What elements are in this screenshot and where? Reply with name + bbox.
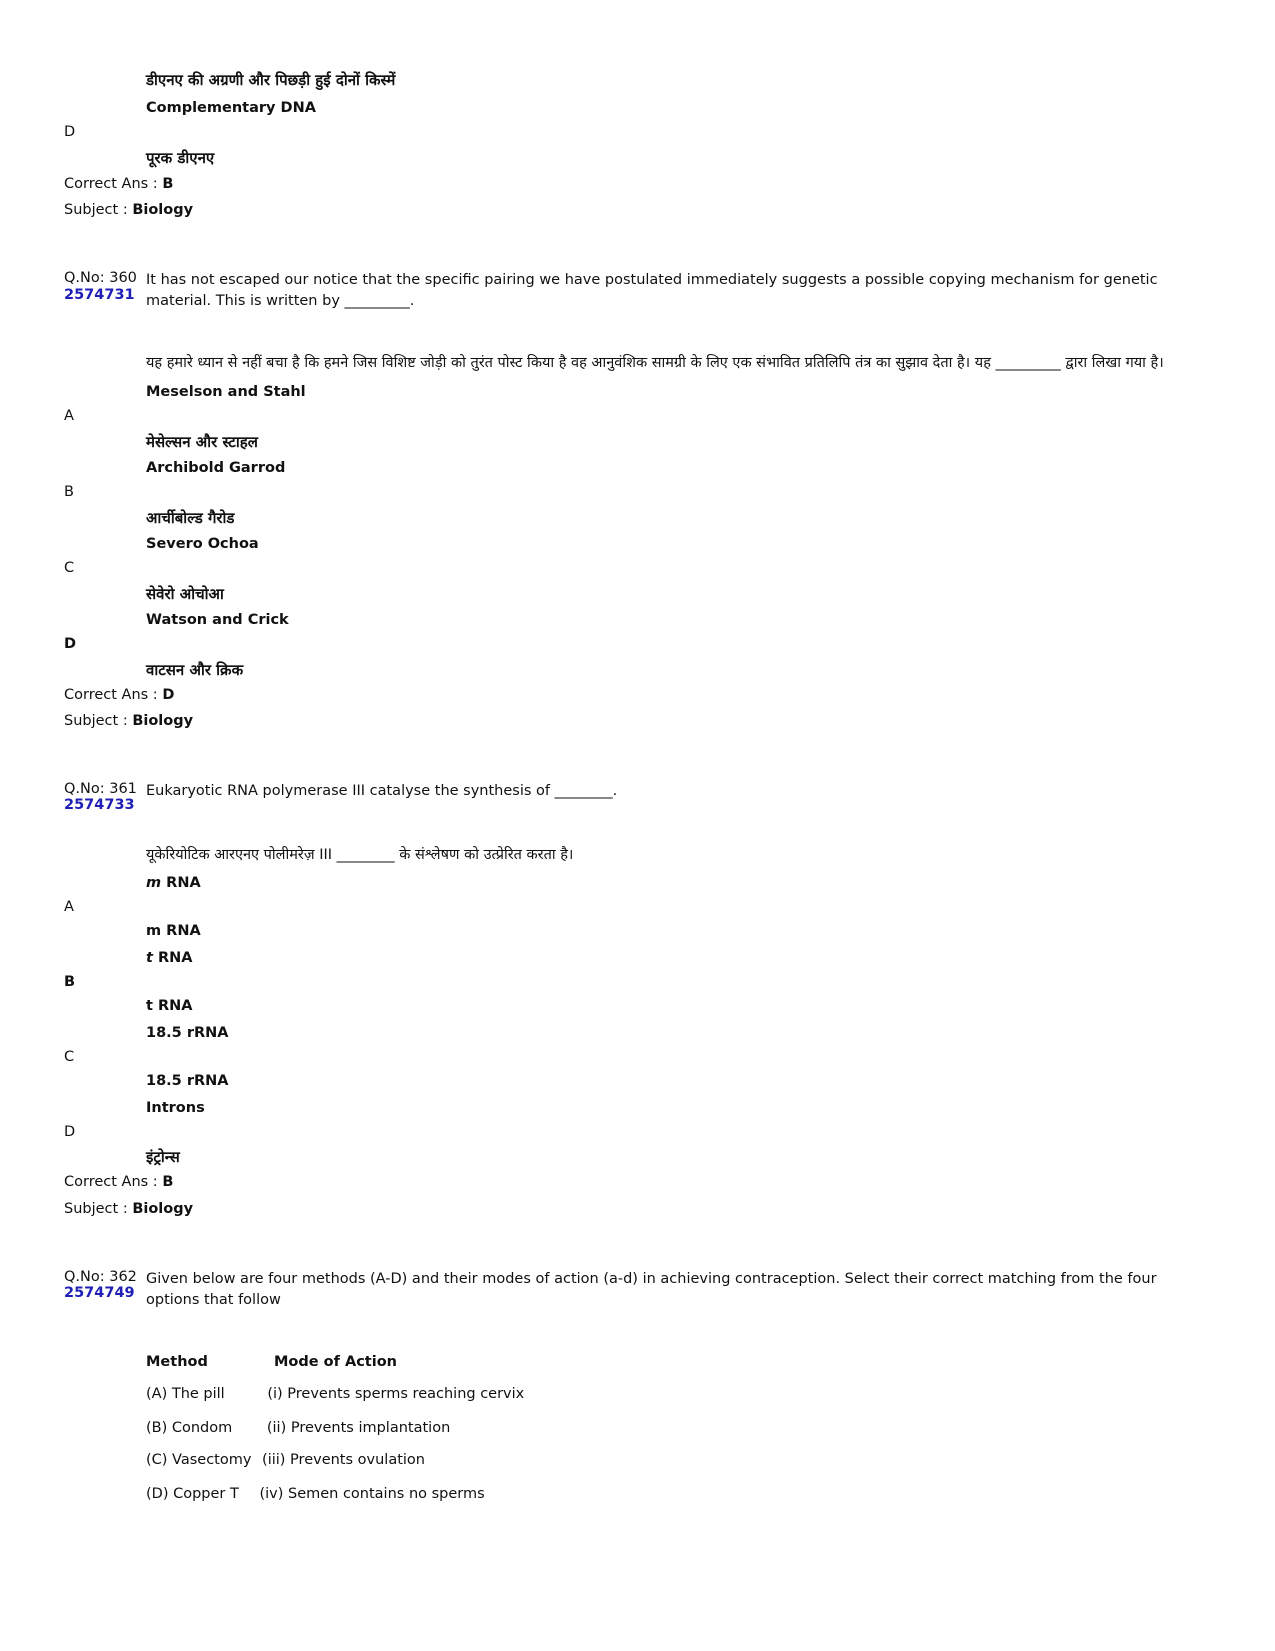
option-c-hindi: 18.5 rRNA (146, 1073, 229, 1089)
subject (64, 202, 193, 218)
option-a-hindi: m RNA (146, 923, 201, 939)
option-d-label: D (64, 124, 76, 140)
option-b-label: B (64, 484, 74, 500)
option-a-rest: RNA (161, 875, 201, 891)
option-a-label: A (64, 408, 74, 424)
correct-answer-label: Correct Ans : (64, 176, 158, 192)
table-cell-mode: (ii) Prevents implantation (266, 1420, 451, 1436)
subject-value: Biology (132, 202, 194, 218)
option-d-hindi: इंट्रोन्स (146, 1148, 180, 1166)
question-id: 2574749 (64, 1285, 135, 1301)
subject (64, 713, 193, 729)
option-c-english: Severo Ochoa (146, 536, 259, 552)
correct-answer (64, 1174, 173, 1190)
option-b-rest: RNA (152, 950, 193, 966)
question-text-english: Given below are four methods (A-D) and their modes of action (a-d) in achieving contraception. Select their correct matching from the four options that follow (146, 1271, 1157, 1308)
table-cell-mode: (iv) Semen contains no sperms (259, 1486, 485, 1502)
table-header-method: Method (146, 1354, 208, 1370)
question-text-hindi: यूकेरियोटिक आरएनए पोलीमरेज़ III ________ के संश्लेषण को उत्प्रेरित करता है। (146, 847, 574, 863)
option-d-english (146, 1100, 205, 1116)
correct-answer (64, 687, 174, 703)
option-a-english: Meselson and Stahl (146, 384, 306, 400)
subject (64, 1201, 193, 1217)
option-c-english (146, 1025, 229, 1041)
subject-label: Subject : (64, 1201, 128, 1217)
option-c-rest: 18.5 rRNA (146, 1025, 229, 1041)
question-text-english: It has not escaped our notice that the specific pairing we have postulated immediately suggests a possible copying mechanism for genetic material. This is written by _________. (146, 272, 1158, 309)
table-cell-method: (A) The pill (146, 1386, 225, 1402)
question-id: 2574731 (64, 287, 135, 303)
option-b-hindi: आर्चीबोल्ड गैरोड (146, 509, 235, 527)
option-d-english: Watson and Crick (146, 612, 289, 628)
correct-answer-value: B (162, 1174, 174, 1190)
correct-answer-value: B (162, 176, 174, 192)
option-a-english (146, 875, 201, 891)
option-d-rest: Introns (146, 1100, 205, 1116)
option-d-english: Complementary DNA (146, 100, 316, 116)
table-row (146, 1386, 524, 1402)
option-a-label: A (64, 899, 74, 915)
table-cell-mode: (i) Prevents sperms reaching cervix (267, 1386, 525, 1402)
subject-value: Biology (132, 713, 194, 729)
option-d-label: D (64, 636, 77, 652)
question-number: Q.No: 360 (64, 270, 137, 286)
option-d-label: D (64, 1124, 76, 1140)
option-d-hindi: वाटसन और क्रिक (146, 661, 244, 679)
table-cell-method: (B) Condom (146, 1420, 233, 1436)
table-cell-mode: (iii) Prevents ovulation (262, 1452, 425, 1468)
subject-value: Biology (132, 1201, 194, 1217)
table-row (146, 1452, 425, 1468)
option-d-hindi: पूरक डीएनए (146, 149, 215, 167)
table-row (146, 1486, 485, 1502)
option-b-prefix: t (146, 950, 153, 966)
question-text-hindi: यह हमारे ध्यान से नहीं बचा है कि हमने जिस विशिष्ट जोड़ी को तुरंत पोस्ट किया है वह आनुवंशिक सामग्री के लिए एक संभावित प्रतिलिपि तंत्र का सुझाव देता है। यह _________ द्वारा लिखा गया है। (146, 355, 1164, 371)
question-number: Q.No: 362 (64, 1269, 137, 1285)
subject-label: Subject : (64, 202, 128, 218)
option-b-english: Archibold Garrod (146, 460, 286, 476)
subject-label: Subject : (64, 713, 128, 729)
option-b-label: B (64, 974, 76, 990)
option-a-prefix: m (146, 875, 162, 891)
correct-answer-label: Correct Ans : (64, 687, 158, 703)
option-c-hindi: सेवेरो ओचोआ (146, 585, 224, 603)
option-b-hindi: t RNA (146, 998, 193, 1014)
option-b-english (146, 950, 193, 966)
question-number: Q.No: 361 (64, 781, 137, 797)
table-header-mode: Mode of Action (274, 1354, 397, 1370)
correct-answer-value: D (162, 687, 175, 703)
option-a-hindi: मेसेल्सन और स्टाहल (146, 433, 258, 451)
table-cell-method: (D) Copper T (146, 1486, 239, 1502)
table-cell-method: (C) Vasectomy (146, 1452, 252, 1468)
table-row (146, 1420, 450, 1436)
correct-answer (64, 176, 173, 192)
option-c-label: C (64, 1049, 75, 1065)
question-text-english: Eukaryotic RNA polymerase III catalyse the synthesis of ________. (146, 783, 618, 799)
option-c-hindi: डीएनए की अग्रणी और पिछड़ी हुई दोनों किस्में (146, 71, 396, 89)
option-c-label: C (64, 560, 75, 576)
question-id: 2574733 (64, 797, 135, 813)
correct-answer-label: Correct Ans : (64, 1174, 158, 1190)
